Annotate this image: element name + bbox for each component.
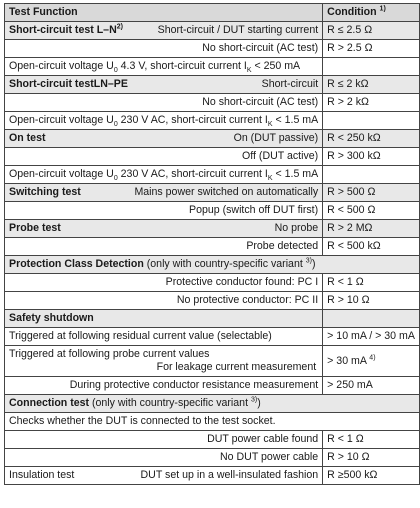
table-row: Short-circuit testLN–PE Short-circuit R ≤ 2 kΩ: [5, 76, 420, 94]
table-row: No DUT power cable R > 10 Ω: [5, 449, 420, 467]
table-row: Open-circuit voltage $U_0$ 4.3 V, short-circuit current $I_K < 250$ mA: [5, 58, 420, 76]
section-title-safety: Safety shutdown: [5, 310, 323, 328]
table-row: Open-circuit voltage $U_0$ 230 V AC, short-circuit current $I_K < 1.5$ mA: [5, 112, 420, 130]
test-function-table: [4, 3, 420, 485]
table-row: Switching test Mains power switched on automatically R > 500 Ω: [5, 184, 420, 202]
section-title-probe: Probe test: [9, 222, 61, 234]
table-row: Off (DUT active) R > 300 kΩ: [5, 148, 420, 166]
table-row: Short-circuit test $L-N^{2)}$ Short-circuit / DUT starting current R ≤ 2.5 Ω: [5, 22, 420, 40]
section-title-switching: Switching test: [9, 186, 81, 198]
header-function: Test Function: [5, 4, 323, 22]
table-row: Open-circuit voltage $U_0$ 230 V AC, short-circuit current $I_K < 1.5$ mA: [5, 166, 420, 184]
table-row: Protective conductor found: PC I R < 1 Ω: [5, 274, 420, 292]
table-row: Popup (switch off DUT first) R < 500 Ω: [5, 202, 420, 220]
table-row: No short-circuit (AC test) R > 2.5 Ω: [5, 40, 420, 58]
table-row: DUT power cable found R < 1 Ω: [5, 431, 420, 449]
section-title-short-lnpe: Short-circuit testLN–PE: [9, 78, 128, 90]
table-row: [5, 310, 420, 328]
header-condition: Condition $^{1)}$: [323, 4, 420, 22]
table-row: During protective conductor resistance measurement > 250 mA: [5, 377, 420, 395]
table-row: [5, 256, 420, 274]
section-title-short-ln: Short-circuit test $L-N^{2)}$: [9, 23, 123, 36]
table-row: Probe detected R < 500 kΩ: [5, 238, 420, 256]
table-row: Triggered at following probe current values For leakage current measurement > 30 mA $^{4)}$: [5, 346, 420, 377]
table-row: Checks whether the DUT is connected to the test socket.: [5, 413, 420, 431]
table-row: Triggered at following residual current value (selectable) > 10 mA / > 30 mA: [5, 328, 420, 346]
table-header-row: [5, 4, 420, 22]
table-row: Insulation test DUT set up in a well-insulated fashion R ≥500 kΩ: [5, 467, 420, 485]
section-title-connection: Connection test (only with country-specific variant $^{3)}$): [5, 395, 420, 413]
table-row: No short-circuit (AC test) R > 2 kΩ: [5, 94, 420, 112]
section-title-protection: Protection Class Detection (only with country-specific variant $^{3)}$): [5, 256, 420, 274]
table-row: Probe test No probe R > 2 MΩ: [5, 220, 420, 238]
section-title-on-test: On test: [9, 132, 46, 144]
table-row: [5, 395, 420, 413]
table-row: No protective conductor: PC II R > 10 Ω: [5, 292, 420, 310]
table-row: On test On (DUT passive) R < 250 kΩ: [5, 130, 420, 148]
section-title-insulation: Insulation test: [9, 469, 75, 481]
